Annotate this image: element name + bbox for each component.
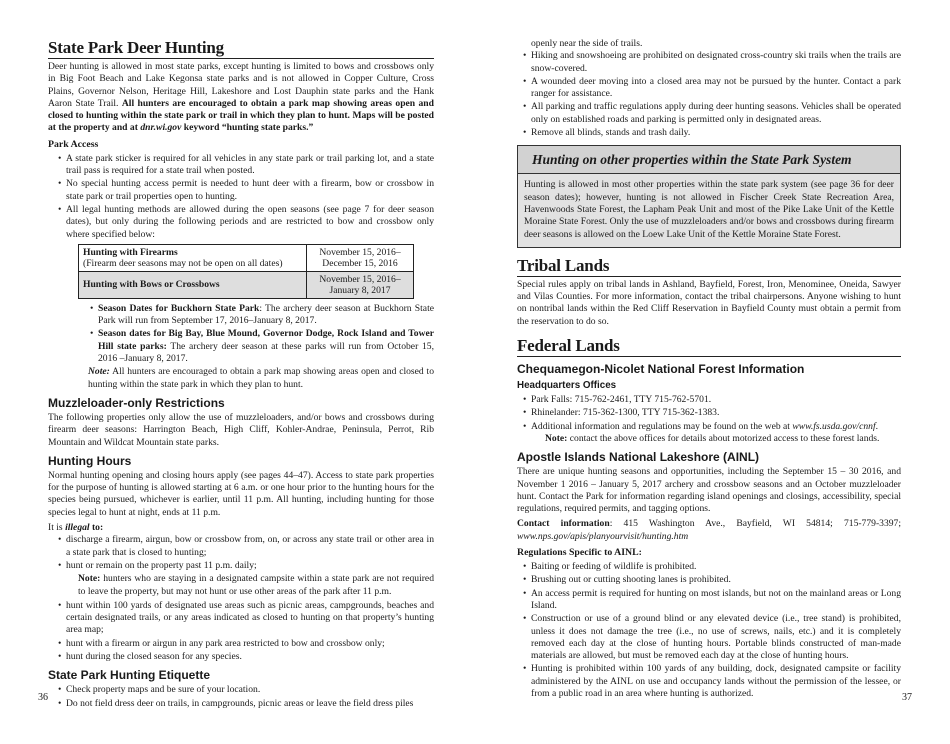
- table-cell: November 15, 2016– December 15, 2016: [307, 244, 414, 271]
- list-item: • Additional information and regulations may be found on the web at www.fs.usda.gov/cnnf. Note: contact the above offices for details about motorized access to these forest lands.: [517, 421, 901, 446]
- list-item: • Baiting or feeding of wildlife is prohibited.: [517, 561, 901, 573]
- list-item: • hunt during the closed season for any species.: [48, 651, 434, 663]
- hunting-periods-table: [78, 244, 414, 299]
- dnr-link[interactable]: dnr.wi.gov: [140, 122, 182, 134]
- etiquette-heading: State Park Hunting Etiquette: [48, 668, 211, 683]
- table-cell: November 15, 2016– January 8, 2017: [307, 271, 414, 298]
- etiquette-list-continued: [517, 50, 901, 139]
- left-page: [48, 38, 434, 711]
- page-number-left: 36: [38, 692, 48, 703]
- right-page: [517, 38, 901, 701]
- list-item: • Hunting is prohibited within 100 yards of any building, dock, designated campsite or facility administered by the AINL on use and occupancy lands without the permission of the lessee, or from a public road in an area where hunting is authorized.: [517, 663, 901, 700]
- park-access-heading: Park Access: [48, 138, 99, 150]
- hq-offices-list: [517, 394, 901, 445]
- tribal-lands-text: Special rules apply on tribal lands in Ashland, Bayfield, Forest, Iron, Menominee, Oneida, Sawyer and Vilas Counties. For more information, contact the tribal chairpersons. Anyone wishing to hunt on nontribal lands within the Red Cliff Reservation in Bayfield County must obtain a permit from the reservation to do so.: [517, 278, 901, 327]
- list-item: • Check property maps and be sure of your location.: [48, 684, 434, 696]
- state-park-deer-hunting-heading: State Park Deer Hunting: [48, 38, 434, 59]
- illegal-list: [48, 534, 434, 572]
- table-row: [79, 244, 414, 271]
- list-item: • hunt with a firearm or airgun in any park area restricted to bow and crossbow only;: [48, 638, 434, 650]
- park-access-list: [48, 153, 434, 241]
- ainl-text: There are unique hunting seasons and opportunities, including the September 15 – 30 2016, and November 1 2016 – January 5, 2017 archery and crossbow seasons and an October muzzleloader hunt. Contact the Park for information regarding island openings and closings, accessibility, special regulations, required permits, and tagging options.: [517, 466, 901, 515]
- page-number-right: 37: [902, 692, 912, 703]
- illegal-intro: It is illegal to:: [48, 522, 104, 534]
- federal-lands-heading: Federal Lands: [517, 336, 901, 357]
- continued-text: openly near the side of trails.: [531, 38, 643, 49]
- list-item: • No special hunting access permit is needed to hunt deer with a firearm, bow or crossbow in state park or trail properties open to hunting.: [48, 178, 434, 203]
- hq-offices-heading: Headquarters Offices: [517, 380, 617, 392]
- regulations-list: [517, 561, 901, 700]
- list-item: • Remove all blinds, stands and trash daily.: [517, 127, 901, 139]
- intro-paragraph: Deer hunting is allowed in most state parks, except hunting is limited to bows and crossbows only in Big Foot Beach and Lake Kegonsa state parks and is not allowed in Copper Culture, Cross Plains, Governor Nelson, Heritage Hill, Lakeshore and Lost Dauphin state parks and the Hank Aaron State Trail. All hunters are encouraged to obtain a park map showing areas open and closed to hunting within the state park or trail in which they plan to hunt. Maps will be posted at the property and at dnr.wi.gov keyword “hunting state parks.”: [48, 61, 434, 134]
- usda-link[interactable]: www.fs.usda.gov/cnnf: [792, 420, 876, 432]
- list-item: • Park Falls: 715-762-2461, TTY 715-762-5701.: [517, 394, 901, 406]
- box-title: Hunting on other properties within the State Park System: [518, 146, 900, 174]
- list-item: • A state park sticker is required for all vehicles in any state park or trail parking lot, and a state trail pass is required for a state trail when posted.: [48, 153, 434, 178]
- box-text: Hunting is allowed in most other properties within the state park system (see page 36 for deer season dates); however, hunting is not allowed in Fischer Creek State Recreation Area, Havenwoods State Forest, the Lapham Peak Unit and most of the Pike Lake Unit of the Kettle Moraine State Forest. Only the use of muzzleloaders and/or bows and crossbows during firearm deer seasons is allowed on the Loew Lake Unit of the Kettle Moraine State Forest.: [524, 179, 894, 240]
- list-item: • hunt within 100 yards of designated use areas such as picnic areas, campgrounds, beaches and certain designated trails, or any areas indicated as closed to hunting on that property’s hunting area map;: [48, 600, 434, 637]
- list-item: • A wounded deer moving into a closed area may not be pursued by the hunter. Contact a park ranger for assistance.: [517, 76, 901, 101]
- list-item: • Brushing out or cutting shooting lanes is prohibited.: [517, 574, 901, 586]
- tribal-lands-heading: Tribal Lands: [517, 256, 901, 277]
- list-item: • All parking and traffic regulations apply during deer hunting seasons. Vehicles shall be operated only on established roads and parking is permitted only in designated areas.: [517, 101, 901, 126]
- muzzleloader-text: The following properties only allow the use of muzzleloaders, and/or bows and crossbows during firearm deer seasons: Harrington Beach, High Cliff, Kohler-Andrae, Peninsula, Perrot, Rib Mountain and Wildcat Mountain state parks.: [48, 411, 434, 448]
- season-dates-block: [48, 303, 434, 365]
- list-item: • An access permit is required for hunting on most islands, but not on the mainland areas or Long Island.: [517, 588, 901, 613]
- table-row: [79, 271, 414, 298]
- contact-information: Contact information: 415 Washington Ave., Bayfield, WI 54814; 715-779-3397; www.nps.gov/apis/planyourvisit/hunting.htm: [517, 518, 901, 542]
- campsite-note: Note: hunters who are staying in a designated campsite within a state park are not required to leave the property, but may not hunt or use other areas of the park after 11 p.m.: [78, 573, 434, 597]
- list-item: • hunt or remain on the property past 11 p.m. daily;: [48, 560, 434, 572]
- hunting-hours-heading: Hunting Hours: [48, 453, 132, 468]
- list-item: • Season Dates for Buckhorn State Park: The archery deer season at Buckhorn State Park will run from September 17, 2016–January 8, 2017.: [88, 303, 434, 328]
- illegal-list-continued: [48, 600, 434, 663]
- list-item: • Do not field dress deer on trails, in campgrounds, picnic areas or leave the field dress piles: [48, 698, 434, 710]
- ainl-heading: Apostle Islands National Lakeshore (AINL): [517, 450, 760, 465]
- muzzleloader-heading: Muzzleloader-only Restrictions: [48, 395, 225, 410]
- hunting-hours-text: Normal hunting opening and closing hours apply (see pages 44–47). Access to state park properties for the purpose of hunting is allowed starting at 6 a.m. or one hour prior to the hunting hours for the species being pursued, whichever is earlier, until 11 p.m. All hunting, including hunting for those species legal to hunt at night, ends at 11 p.m.: [48, 469, 434, 518]
- other-properties-box: [517, 145, 901, 247]
- list-item: • Season dates for Big Bay, Blue Mound, Governor Dodge, Rock Island and Tower Hill state parks: The archery deer season at these parks will run from October 15, 2016 –January 8, 2017.: [88, 328, 434, 365]
- etiquette-list: [48, 684, 434, 710]
- list-item: • Hiking and snowshoeing are prohibited on designated cross-country ski trails when the trails are snow-covered.: [517, 50, 901, 75]
- list-item: • Rhinelander: 715-362-1300, TTY 715-362-1383.: [517, 407, 901, 419]
- regulations-heading: Regulations Specific to AINL:: [517, 547, 642, 559]
- table-cell: Hunting with Firearms (Firearm deer seasons may not be open on all dates): [79, 244, 307, 271]
- list-item: • All legal hunting methods are allowed during the open seasons (see page 7 for deer season dates), but only during the following periods and are restricted to bow and crossbow only where specified below:: [48, 204, 434, 241]
- list-item: • Construction or use of a ground blind or any elevated device (i.e., tree stand) is prohibited, unless it does not damage the tree (i.e., no use of screws, nails, etc.) and it is completely removed each day at the close of hunting hours. Portable blinds constructed of man-made materials are allowed, but must be removed each day at the close of hunting hours.: [517, 613, 901, 662]
- cnnf-heading: Chequamegon-Nicolet National Forest Information: [517, 362, 805, 377]
- map-note: Note: All hunters are encouraged to obtain a park map showing areas open and closed to hunting within the state park in which they plan to hunt.: [88, 366, 434, 390]
- list-item: • discharge a firearm, airgun, bow or crossbow from, on, or across any state trail or other area in a state park that is closed to hunting;: [48, 534, 434, 559]
- table-cell: Hunting with Bows or Crossbows: [79, 271, 307, 298]
- nps-link[interactable]: www.nps.gov/apis/planyourvisit/hunting.htm: [517, 530, 689, 542]
